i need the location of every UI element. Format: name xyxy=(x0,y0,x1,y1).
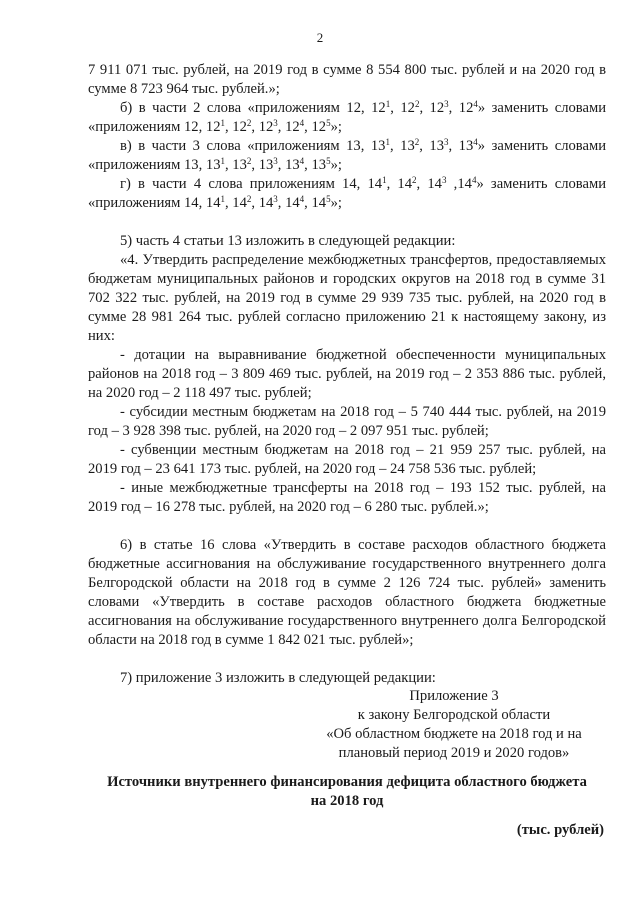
paragraph-p11: 6) в статье 16 слова «Утвердить в составе расходов областного бюджета бюджетные ассигнования на обслуживание государственного внутреннего долга Белгородской области на 2018 год в сумме 2 126 724 тыс. рублей» заменить словами «Утвердить в составе расходов областного бюджета бюджетные ассигнования на обслуживание государственного внутреннего долга Белгородской области на 2018 год в сумме 1 842 021 тыс. рублей»; xyxy=(88,537,606,648)
appendix-line: «Об областном бюджете на 2018 год и на xyxy=(326,726,582,742)
paragraph-p10: - иные межбюджетные трансферты на 2018 год – 193 152 тыс. рублей, на 2019 год – 16 278 тыс. рублей, на 2020 год – 6 280 тыс. рублей.»; xyxy=(88,480,606,515)
paragraph-p2: б) в части 2 слова «приложениям 12, $12^1$, $12^2$, $12^3$, $12^4$» заменить словами «приложениям 12, $12^1$, $12^2$, $12^3$, $12^4$, $12^5$»; xyxy=(88,99,607,135)
paragraph-p3: в) в части 3 слова «приложениям 13, $13^1$, $13^2$, $13^3$, $13^4$» заменить словами «приложениям 13, $13^1$, $13^2$, $13^3$, $13^4$, $13^5$»; xyxy=(88,137,607,173)
paragraph-p4: г) в части 4 слова приложениям 14, $14^1$, $14^2$, $14^3$ $,14^4$» заменить словами «приложениям 14, $14^1$, $14^2$, $14^3$, $14^4$, $14^5$»; xyxy=(88,175,607,211)
paragraph-p5: 5) часть 4 статьи 13 изложить в следующей редакции: xyxy=(120,233,456,249)
document-body xyxy=(88,61,606,688)
paragraph-p8: - субсидии местным бюджетам на 2018 год – 5 740 444 тыс. рублей, на 2019 год – 3 928 398 тыс. рублей, на 2020 год – 2 097 951 тыс. рублей; xyxy=(88,404,606,439)
appendix-line: Приложение 3 xyxy=(409,688,499,704)
appendix-line: к закону Белгородской области xyxy=(357,707,551,723)
paragraph-p7: - дотации на выравнивание бюджетной обеспеченности муниципальных районов на 2018 год – 3 809 469 тыс. рублей, на 2019 год – 2 353 886 тыс. рублей, на 2020 год – 2 118 497 тыс. рублей; xyxy=(88,347,606,401)
paragraph-gap xyxy=(88,650,606,669)
units-label: (тыс. рублей) xyxy=(516,822,604,838)
section-title xyxy=(88,773,606,811)
paragraph-p12: 7) приложение 3 изложить в следующей редакции: xyxy=(120,670,436,686)
title-line: на 2018 год xyxy=(310,793,384,809)
paragraph-p1: 7 911 071 тыс. рублей, на 2019 год в сумме 8 554 800 тыс. рублей и на 2020 год в сумме 8 723 964 тыс. рублей.»; xyxy=(88,62,606,97)
appendix-line: плановый период 2019 и 2020 годов» xyxy=(338,745,570,761)
paragraph-p6: «4. Утвердить распределение межбюджетных трансфертов, предоставляемых бюджетам муниципальных районов и городских округов на 2018 год в сумме 31 702 322 тыс. рублей, на 2019 год в сумме 29 939 735 тыс. рублей, на 2020 год в сумме 28 981 264 тыс. рублей согласно приложению 21 к настоящему закону, из них: xyxy=(88,252,606,344)
paragraph-gap xyxy=(88,517,606,536)
paragraph-gap xyxy=(88,213,606,232)
page-number: 2 xyxy=(316,30,324,45)
appendix-header xyxy=(318,687,590,763)
paragraph-p9: - субвенции местным бюджетам на 2018 год – 21 959 257 тыс. рублей, на 2019 год – 23 641 173 тыс. рублей, на 2020 год – 24 758 536 тыс. рублей; xyxy=(88,442,606,477)
title-line: Источники внутреннего финансирования дефицита областного бюджета xyxy=(107,774,587,790)
